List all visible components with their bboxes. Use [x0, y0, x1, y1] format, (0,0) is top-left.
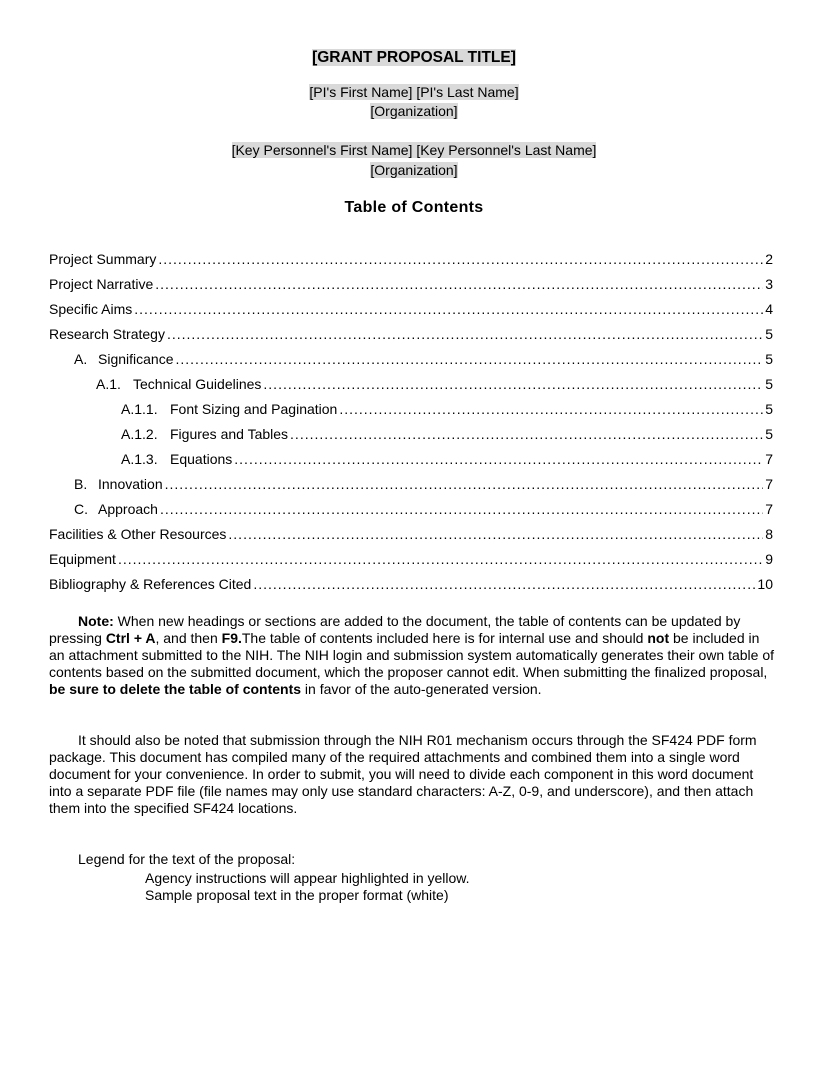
note-paragraph: Note: When new headings or sections are added to the document, the table of contents can be updated by pressing Ctrl + A, and then F9.The table of contents included here is for internal use and should not be included in an attachment submitted to the NIH. The NIH login and submission system automatically generates their own table of contents based on the submitted document, which the proposer cannot edit. When submitting the finalized proposal, be sure to delete the table of contents in favor of the auto-generated version.	[49, 613, 774, 697]
toc-entry[interactable]: C. Approach ..... 7	[49, 500, 773, 525]
toc-entry[interactable]: Project Narrative ..... 3	[49, 275, 773, 300]
toc-entry[interactable]: B. Innovation ..... 7	[49, 475, 773, 500]
toc-entry[interactable]: A.1. Technical Guidelines ..... 5	[49, 375, 773, 400]
proposal-title: [GRANT PROPOSAL TITLE]	[312, 49, 516, 66]
toc-entry[interactable]: Research Strategy ..... 5	[49, 325, 773, 350]
legend-heading: Legend for the text of the proposal:	[78, 851, 296, 867]
toc-entry[interactable]: Specific Aims ..... 4	[49, 300, 773, 325]
legend-item-sample: Sample proposal text in the proper format (white)	[145, 887, 449, 903]
toc-entry[interactable]: A.1.1. Font Sizing and Pagination ..... 5	[49, 400, 773, 425]
toc-entry[interactable]: Bibliography & References Cited ..... 10	[49, 575, 773, 600]
toc-entry[interactable]: A. Significance ..... 5	[49, 350, 773, 375]
table-of-contents	[49, 250, 773, 600]
pi-organization: [Organization]	[370, 103, 458, 119]
submission-paragraph: It should also be noted that submission through the NIH R01 mechanism occurs through the SF424 PDF form package. This document has compiled many of the required attachments and combined them into a single word document for your convenience. In order to submit, you will need to divide each component in this word document into a separate PDF file (file names may only use standard characters: A-Z, 0-9, and underscore), and then attach them into the specified SF424 locations.	[49, 732, 757, 816]
toc-heading: Table of Contents	[344, 199, 484, 216]
toc-entry[interactable]: A.1.3. Equations ..... 7	[49, 450, 773, 475]
toc-entry[interactable]: Equipment ..... 9	[49, 550, 773, 575]
key-personnel-organization: [Organization]	[370, 162, 458, 178]
toc-entry[interactable]: Facilities & Other Resources ..... 8	[49, 525, 773, 550]
toc-entry[interactable]: Project Summary ..... 2	[49, 250, 773, 275]
key-personnel-name: [Key Personnel's First Name] [Key Personnel's Last Name]	[231, 142, 597, 158]
legend-item-agency: Agency instructions will appear highlighted in yellow.	[145, 870, 470, 886]
pi-name: [PI's First Name] [PI's Last Name]	[309, 84, 519, 100]
toc-entry[interactable]: A.1.2. Figures and Tables ..... 5	[49, 425, 773, 450]
